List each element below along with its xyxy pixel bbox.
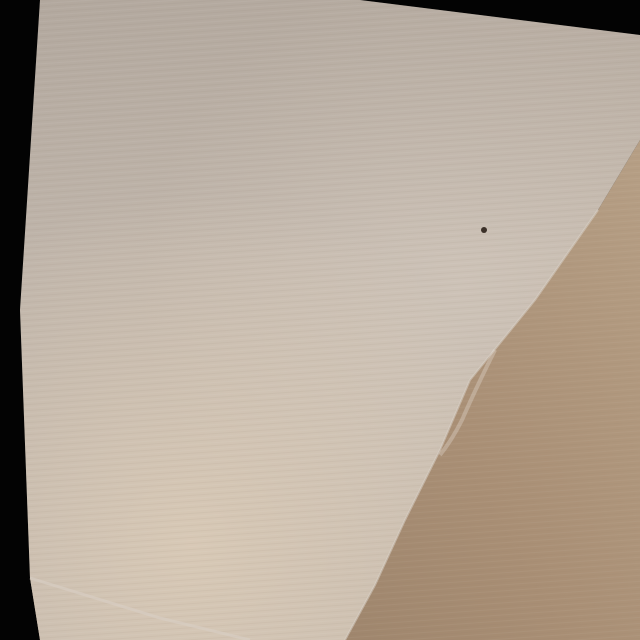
paper-speck xyxy=(481,227,487,233)
